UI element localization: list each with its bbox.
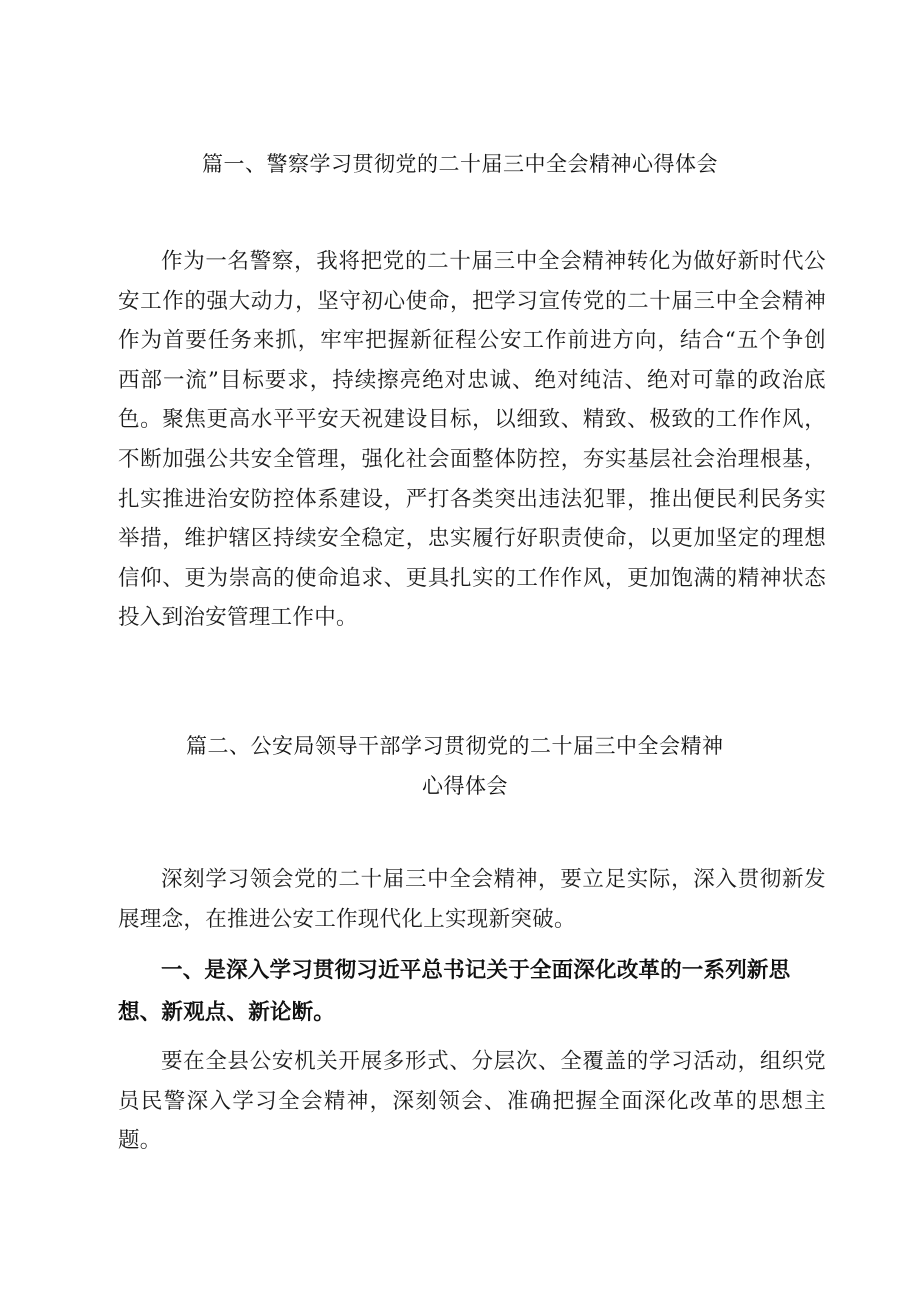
article1-paragraph: 作为一名警察，我将把党的二十届三中全会精神转化为做好新时代公安工作的强大动力，坚守初心使命，把学习宣传党的二十届三中全会精神作为首要任务来抓，牢牢把握新征程公安工作前进方向，结合“五个争创西部一流”目标要求，持续擦亮绝对忠诚、绝对纯洁、绝对可靠的政治底色。聚焦更高水平平安天祝建设目标，以细致、精致、极致的工作作风，不断加强公共安全管理，强化社会面整体防控，夯实基层社会治理根基，扎实推进治安防控体系建设，严打各类突出违法犯罪，推出便民利民务实举措，维护辖区持续安全稳定，忠实履行好职责使命，以更加坚定的理想信仰、更为崇高的使命追求、更具扎实的工作作风，更加饱满的精神状态投入到治安管理工作中。	[118, 249, 826, 631]
article2-title	[186, 726, 806, 806]
article1-title: 篇一、警察学习贯彻党的二十届三中全会精神心得体会	[202, 152, 718, 176]
article2-title-line1: 篇二、公安局领导干部学习贯彻党的二十届三中全会精神	[186, 734, 724, 758]
article2-point1-heading: 一、是深入学习贯彻习近平总书记关于全面深化改革的一系列新思想、新观点、新论断。	[118, 958, 791, 1025]
article2-intro-paragraph: 深刻学习领会党的二十届三中全会精神，要立足实际，深入贯彻新发展理念，在推进公安工作现代化上实现新突破。	[118, 867, 826, 932]
article2-title-line2: 心得体会	[422, 774, 508, 798]
article2-point1-body: 要在全县公安机关开展多形式、分层次、全覆盖的学习活动，组织党员民警深入学习全会精神，深刻领会、准确把握全面深化改革的思想主题。	[118, 1049, 826, 1154]
